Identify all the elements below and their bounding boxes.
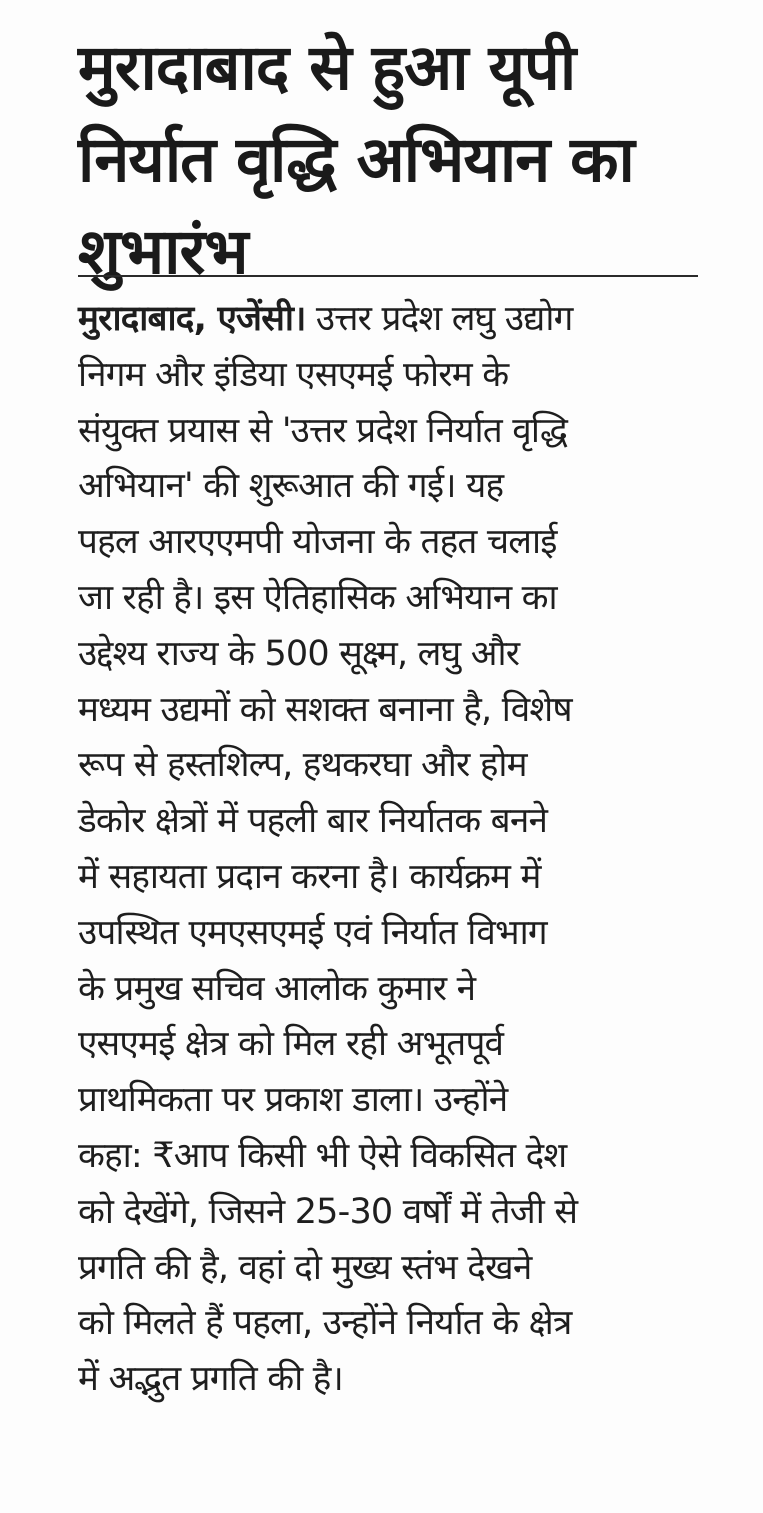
body-line: डेकोर क्षेत्रों में पहली बार निर्यातक बनने xyxy=(78,801,548,842)
body-line: एसएमई क्षेत्र को मिल रही अभूतपूर्व xyxy=(78,1024,504,1065)
article-body xyxy=(78,292,718,1408)
body-line: प्राथमिकता पर प्रकाश डाला। उन्होंने xyxy=(78,1080,508,1121)
headline-line: मुरादाबाद से हुआ यूपी xyxy=(78,31,576,104)
headline-line: निर्यात वृद्धि अभियान का xyxy=(78,123,634,196)
body-line: संयुक्त प्रयास से 'उत्तर प्रदेश निर्यात वृद्धि xyxy=(78,410,568,451)
headline-line: शुभारंभ xyxy=(78,215,248,288)
body-line: को देखेंगे, जिसने 25-30 वर्षों में तेजी से xyxy=(78,1191,578,1232)
body-line: रूप से हस्तशिल्प, हथकरघा और होम xyxy=(78,745,527,786)
headline-divider xyxy=(78,275,698,277)
body-line: के प्रमुख सचिव आलोक कुमार ने xyxy=(78,968,476,1009)
body-line: उद्देश्य राज्य के 500 सूक्ष्म, लघु और xyxy=(78,633,520,674)
body-line: में अद्भुत प्रगति की है। xyxy=(78,1359,343,1400)
body-line: उपस्थित एमएसएमई एवं निर्यात विभाग xyxy=(78,912,547,953)
body-line: अभियान' की शुरूआत की गई। यह xyxy=(78,466,504,507)
body-line: को मिलते हैं पहला, उन्होंने निर्यात के क्षेत्र xyxy=(78,1303,572,1344)
body-line: पहल आरएएमपी योजना के तहत चलाई xyxy=(78,522,557,563)
body-line: मध्यम उद्यमों को सशक्त बनाना है, विशेष xyxy=(78,689,572,730)
body-line: निगम और इंडिया एसएमई फोरम के xyxy=(78,354,509,395)
body-line: जा रही है। इस ऐतिहासिक अभियान का xyxy=(78,577,557,618)
body-line: कहा: ₹आप किसी भी ऐसे विकसित देश xyxy=(78,1135,567,1176)
headline xyxy=(78,22,718,298)
body-line: में सहायता प्रदान करना है। कार्यक्रम में xyxy=(78,856,541,897)
body-text-fragment: उत्तर प्रदेश लघु उद्योग xyxy=(305,299,573,339)
body-line xyxy=(78,292,718,348)
body-line: प्रगति की है, वहां दो मुख्य स्तंभ देखने xyxy=(78,1247,532,1288)
dateline: मुरादाबाद, एजेंसी। xyxy=(78,299,306,339)
